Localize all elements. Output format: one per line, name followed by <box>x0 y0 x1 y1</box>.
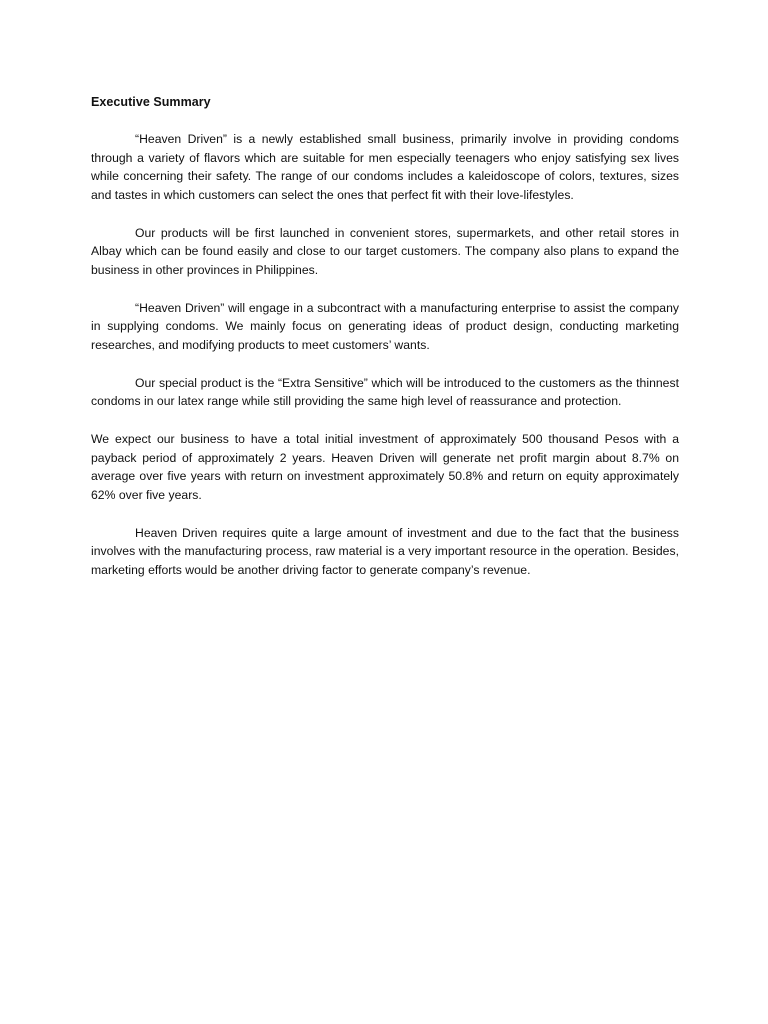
paragraph-investment: We expect our business to have a total initial investment of approximately 500 thousand Pesos with a payback period of approximately 2 years. Heaven Driven will generate net profit margin about 8.7% on average over five years with return on investment approximately 50.8% and return on equity approximately 62% over five years. <box>91 431 679 503</box>
paragraph-subcontract: “Heaven Driven” will engage in a subcontract with a manufacturing enterprise to assist the company in supplying condoms. We mainly focus on generating ideas of product design, conducting marketing researches, and modifying products to meet customers’ wants. <box>91 300 679 353</box>
paragraph-special-product: Our special product is the “Extra Sensitive” which will be introduced to the customers as the thinnest condoms in our latex range while still providing the same high level of reassurance and protection. <box>91 375 679 409</box>
document-page <box>91 93 679 599</box>
paragraph-intro: “Heaven Driven” is a newly established small business, primarily involve in providing condoms through a variety of flavors which are suitable for men especially teenagers who enjoy satisfying sex lives while concerning their safety. The range of our condoms includes a kaleidoscope of colors, textures, sizes and tastes in which customers can select the ones that perfect fit with their love-lifestyles. <box>91 131 679 203</box>
paragraph-requirements: Heaven Driven requires quite a large amount of investment and due to the fact that the business involves with the manufacturing process, raw material is a very important resource in the operation. Besides, marketing efforts would be another driving factor to generate company’s revenue. <box>91 525 679 578</box>
paragraph-launch: Our products will be first launched in convenient stores, supermarkets, and other retail stores in Albay which can be found easily and close to our target customers. The company also plans to expand the business in other provinces in Philippines. <box>91 225 679 278</box>
section-heading: Executive Summary <box>91 95 211 109</box>
